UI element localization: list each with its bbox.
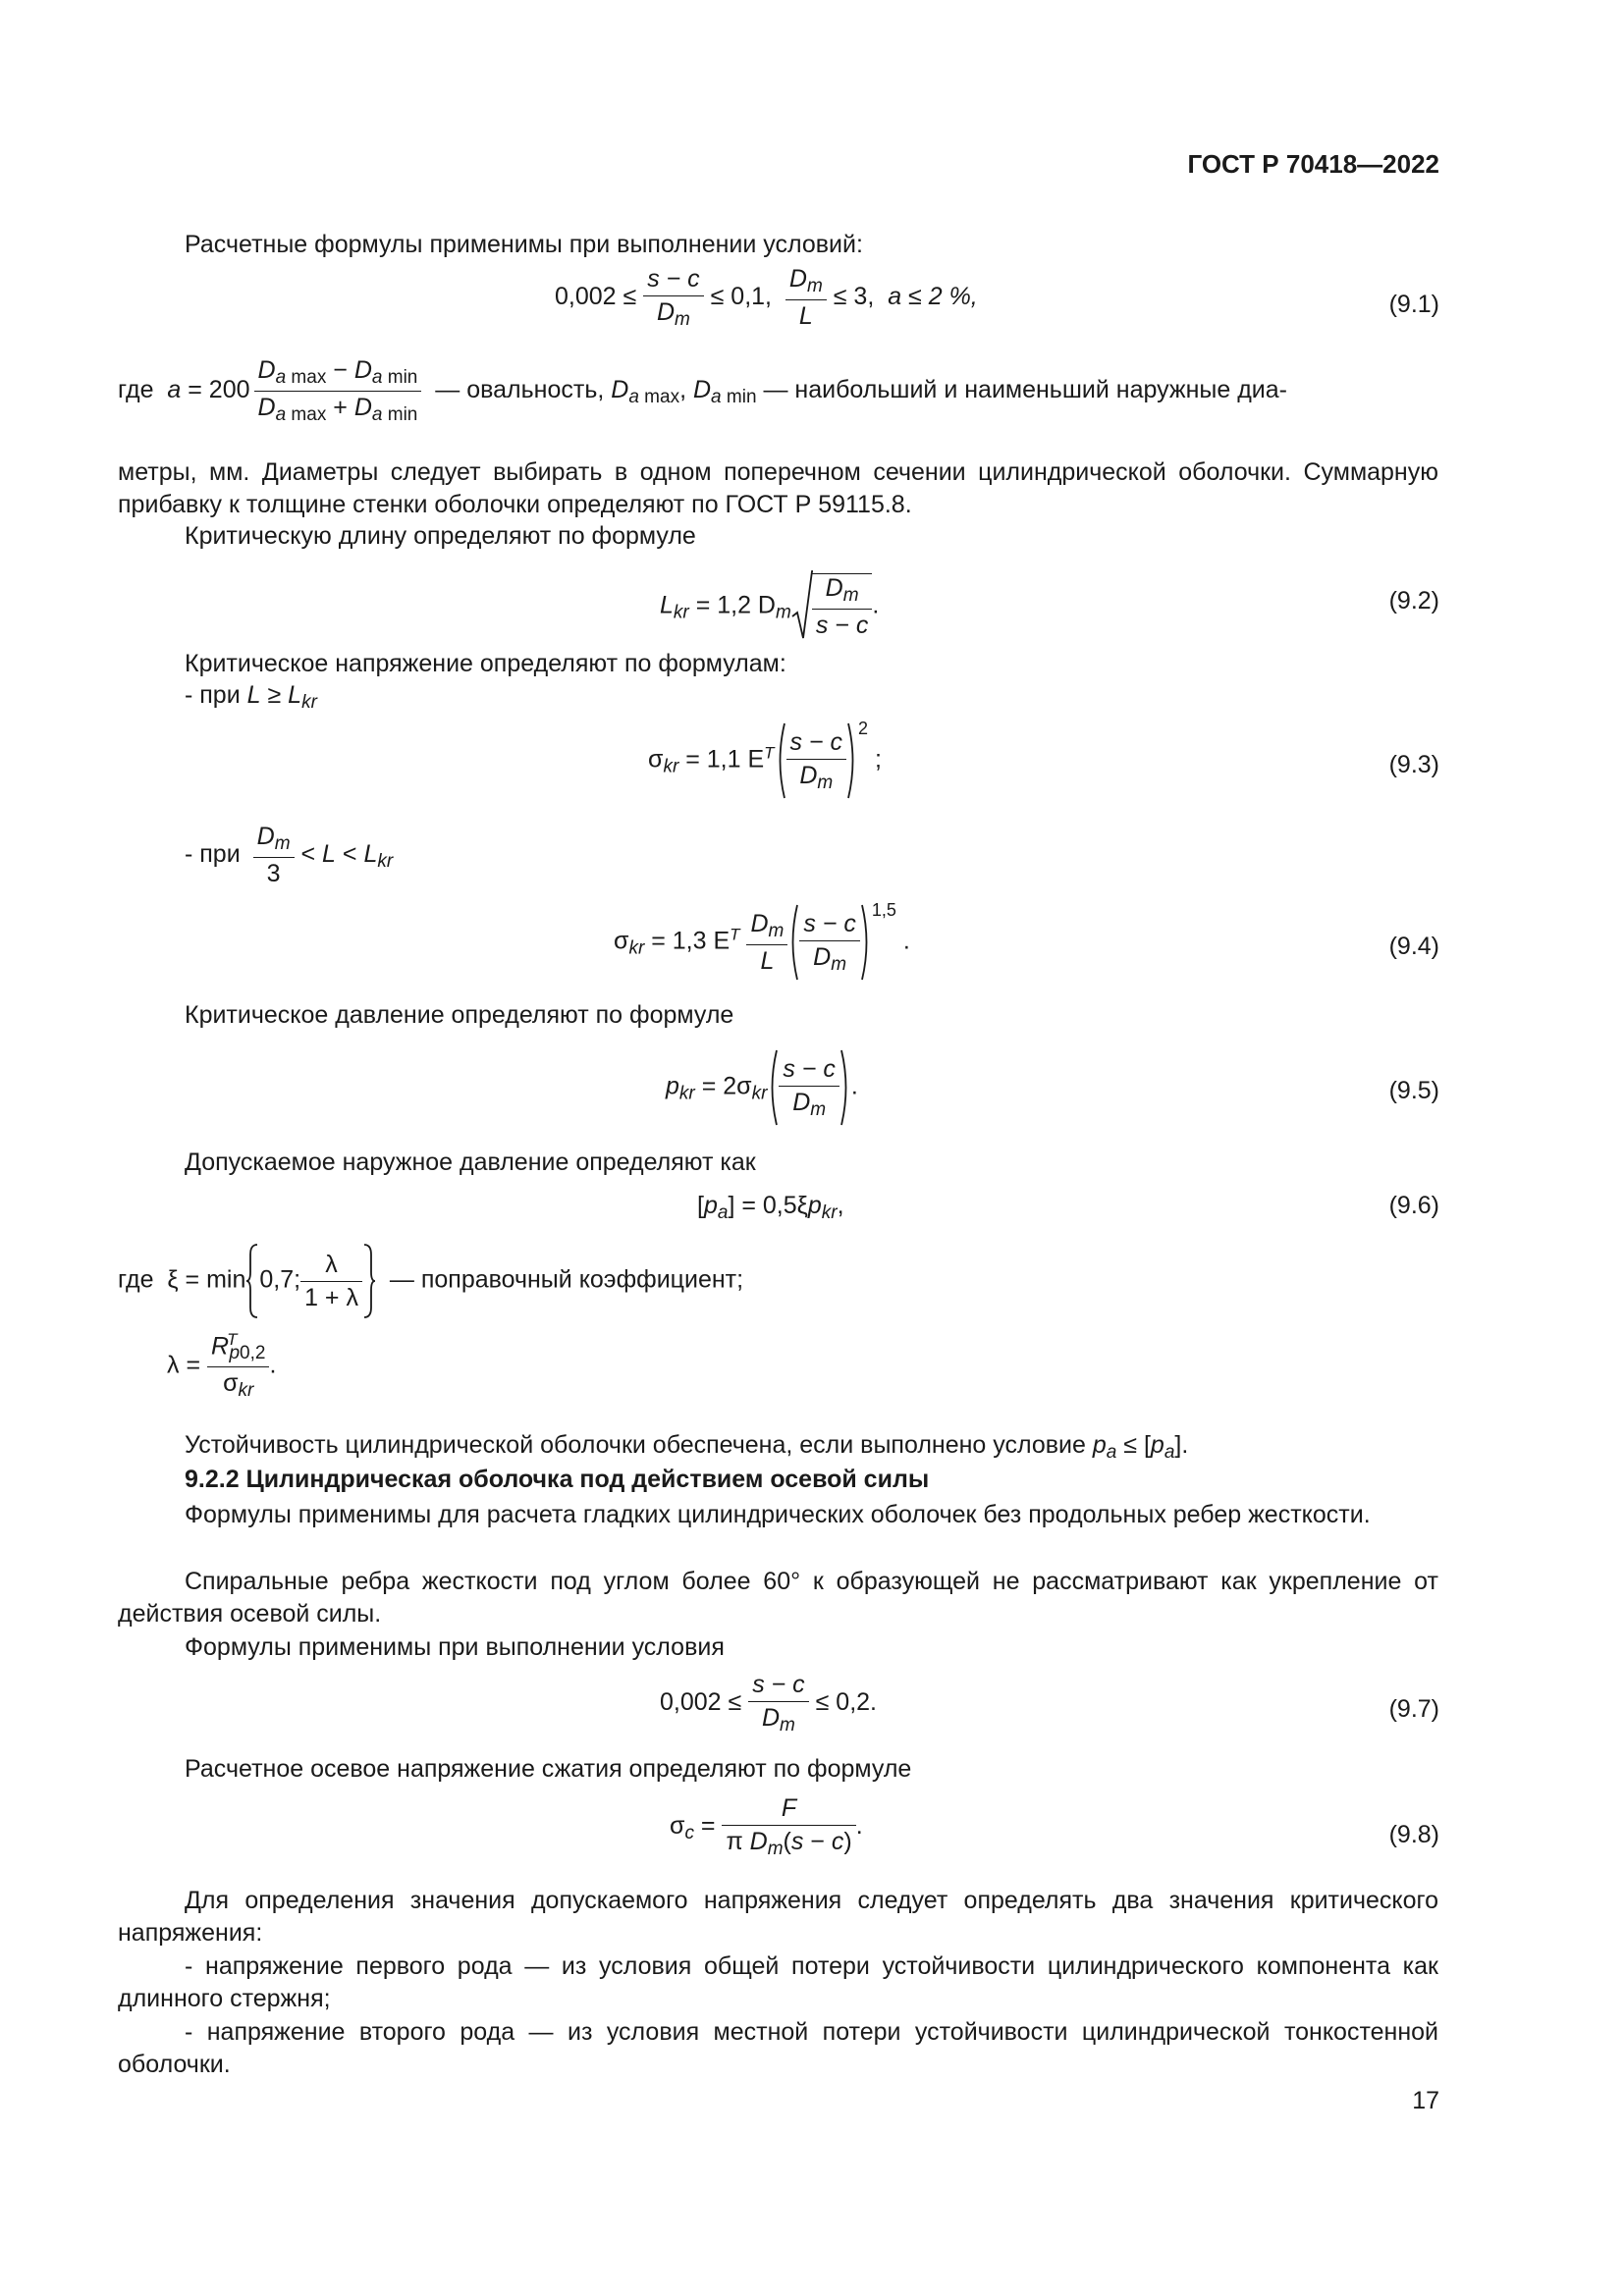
paragraph: - напряжение второго рода — из условия местной потери устойчивости цилиндрической тонкостенной оболочки.	[118, 2018, 1438, 2078]
paragraph: Формулы применимы для расчета гладких цилиндрических оболочек без продольных ребер жесткости.	[185, 1501, 1371, 1528]
equation-9-2: $L_{kr} = 1,2$ $D_m$ $\frac{D_m}{s - c}$ .	[660, 569, 879, 644]
equation-number: (9.4)	[1388, 933, 1439, 960]
ovality-definition: где a = 200 $D_{a max} - D_{a min}$ $D_{a max} + D_{a min}$ — овальность, $D_{a max}$, $D_{a min}$ — наибольший и наименьший наружные диа-	[118, 356, 1288, 425]
sqrt-sign	[791, 569, 813, 644]
equation-9-6: $[p_a] = 0,5\xi p_{kr}$,	[697, 1192, 844, 1223]
paragraph: Критическое давление определяют по формуле	[185, 1001, 734, 1029]
equation-9-5: $p_{kr} = 2\sigma_{kr}$ $\frac{s - c}{D_m}$ .	[666, 1048, 858, 1127]
paragraph: Критическое напряжение определяют по формулам:	[185, 650, 786, 677]
equation-9-1: 0,002 ≤ $\frac{s - c}{D_m}$ ≤ 0,1, $\frac{D_m}{L}$ ≤ 3, a ≤ 2 %,	[555, 265, 978, 330]
equation-9-7: 0,002 ≤ $\frac{s - c}{D_m}$ ≤ 0,2.	[660, 1671, 878, 1735]
paragraph: Расчетное осевое напряжение сжатия определяют по формуле	[185, 1755, 912, 1783]
equation-9-3: $\sigma_{kr} = 1,1$ $E^T$ $\frac{s - c}{D_m}$ $^2$ ;	[648, 721, 882, 800]
page-number: 17	[1412, 2087, 1439, 2114]
equation-number: (9.3)	[1388, 751, 1439, 778]
equation-number: (9.6)	[1388, 1192, 1439, 1219]
equation-9-8: $\sigma_c$ = $\frac{F}{\pi D_m(s - c)}$ .	[670, 1794, 863, 1859]
equation-number: (9.8)	[1388, 1821, 1439, 1848]
xi-definition: где ξ = min 0,7; $\frac{\lambda}{1 + \lambda}$ — поправочный коэффициент;	[118, 1243, 743, 1319]
condition-long: - при $L \ge L_{kr}$	[185, 681, 317, 713]
lambda-definition: λ = $R^T_{p0,2}$ $\sigma_{kr}$ .	[167, 1330, 277, 1402]
paragraph: Допускаемое наружное давление определяют как	[185, 1148, 756, 1176]
section-heading-9-2-2: 9.2.2 Цилиндрическая оболочка под действием осевой силы	[185, 1466, 930, 1493]
equation-number: (9.1)	[1388, 291, 1439, 318]
condition-medium: - при $\frac{D_m}{3}$ < $L < L_{kr}$	[185, 823, 394, 887]
paragraph: - напряжение первого рода — из условия общей потери устойчивости цилиндрического компонента как длинного стержня;	[118, 1952, 1438, 2012]
paragraph: Расчетные формулы применимы при выполнении условий:	[185, 231, 863, 258]
paragraph: Спиральные ребра жесткости под углом более 60° к образующей не рассматривают как укрепление от действия осевой силы.	[118, 1568, 1438, 1628]
doc-header: ГОСТ Р 70418—2022	[1187, 149, 1439, 179]
equation-number: (9.7)	[1388, 1695, 1439, 1723]
paragraph: Формулы применимы при выполнении условия	[185, 1633, 725, 1661]
paragraph: Для определения значения допускаемого напряжения следует определять два значения критического напряжения:	[118, 1887, 1438, 1947]
equation-number: (9.5)	[1388, 1077, 1439, 1104]
paragraph: метры, мм. Диаметры следует выбирать в одном поперечном сечении цилиндрической оболочки. Суммарную прибавку к толщине стенки оболочки определяют по ГОСТ Р 59115.8.	[118, 458, 1438, 518]
paragraph: Критическую длину определяют по формуле	[185, 522, 696, 550]
stability-condition: Устойчивость цилиндрической оболочки обеспечена, если выполнено условие $p_a \le [p_a]$.	[185, 1431, 1189, 1463]
equation-9-4: $\sigma_{kr} = 1,3$ $E^T$ $\frac{D_m}{L}$ $\frac{s - c}{D_m}$ $^{1,5}$ .	[614, 903, 910, 982]
equation-number: (9.2)	[1388, 587, 1439, 614]
